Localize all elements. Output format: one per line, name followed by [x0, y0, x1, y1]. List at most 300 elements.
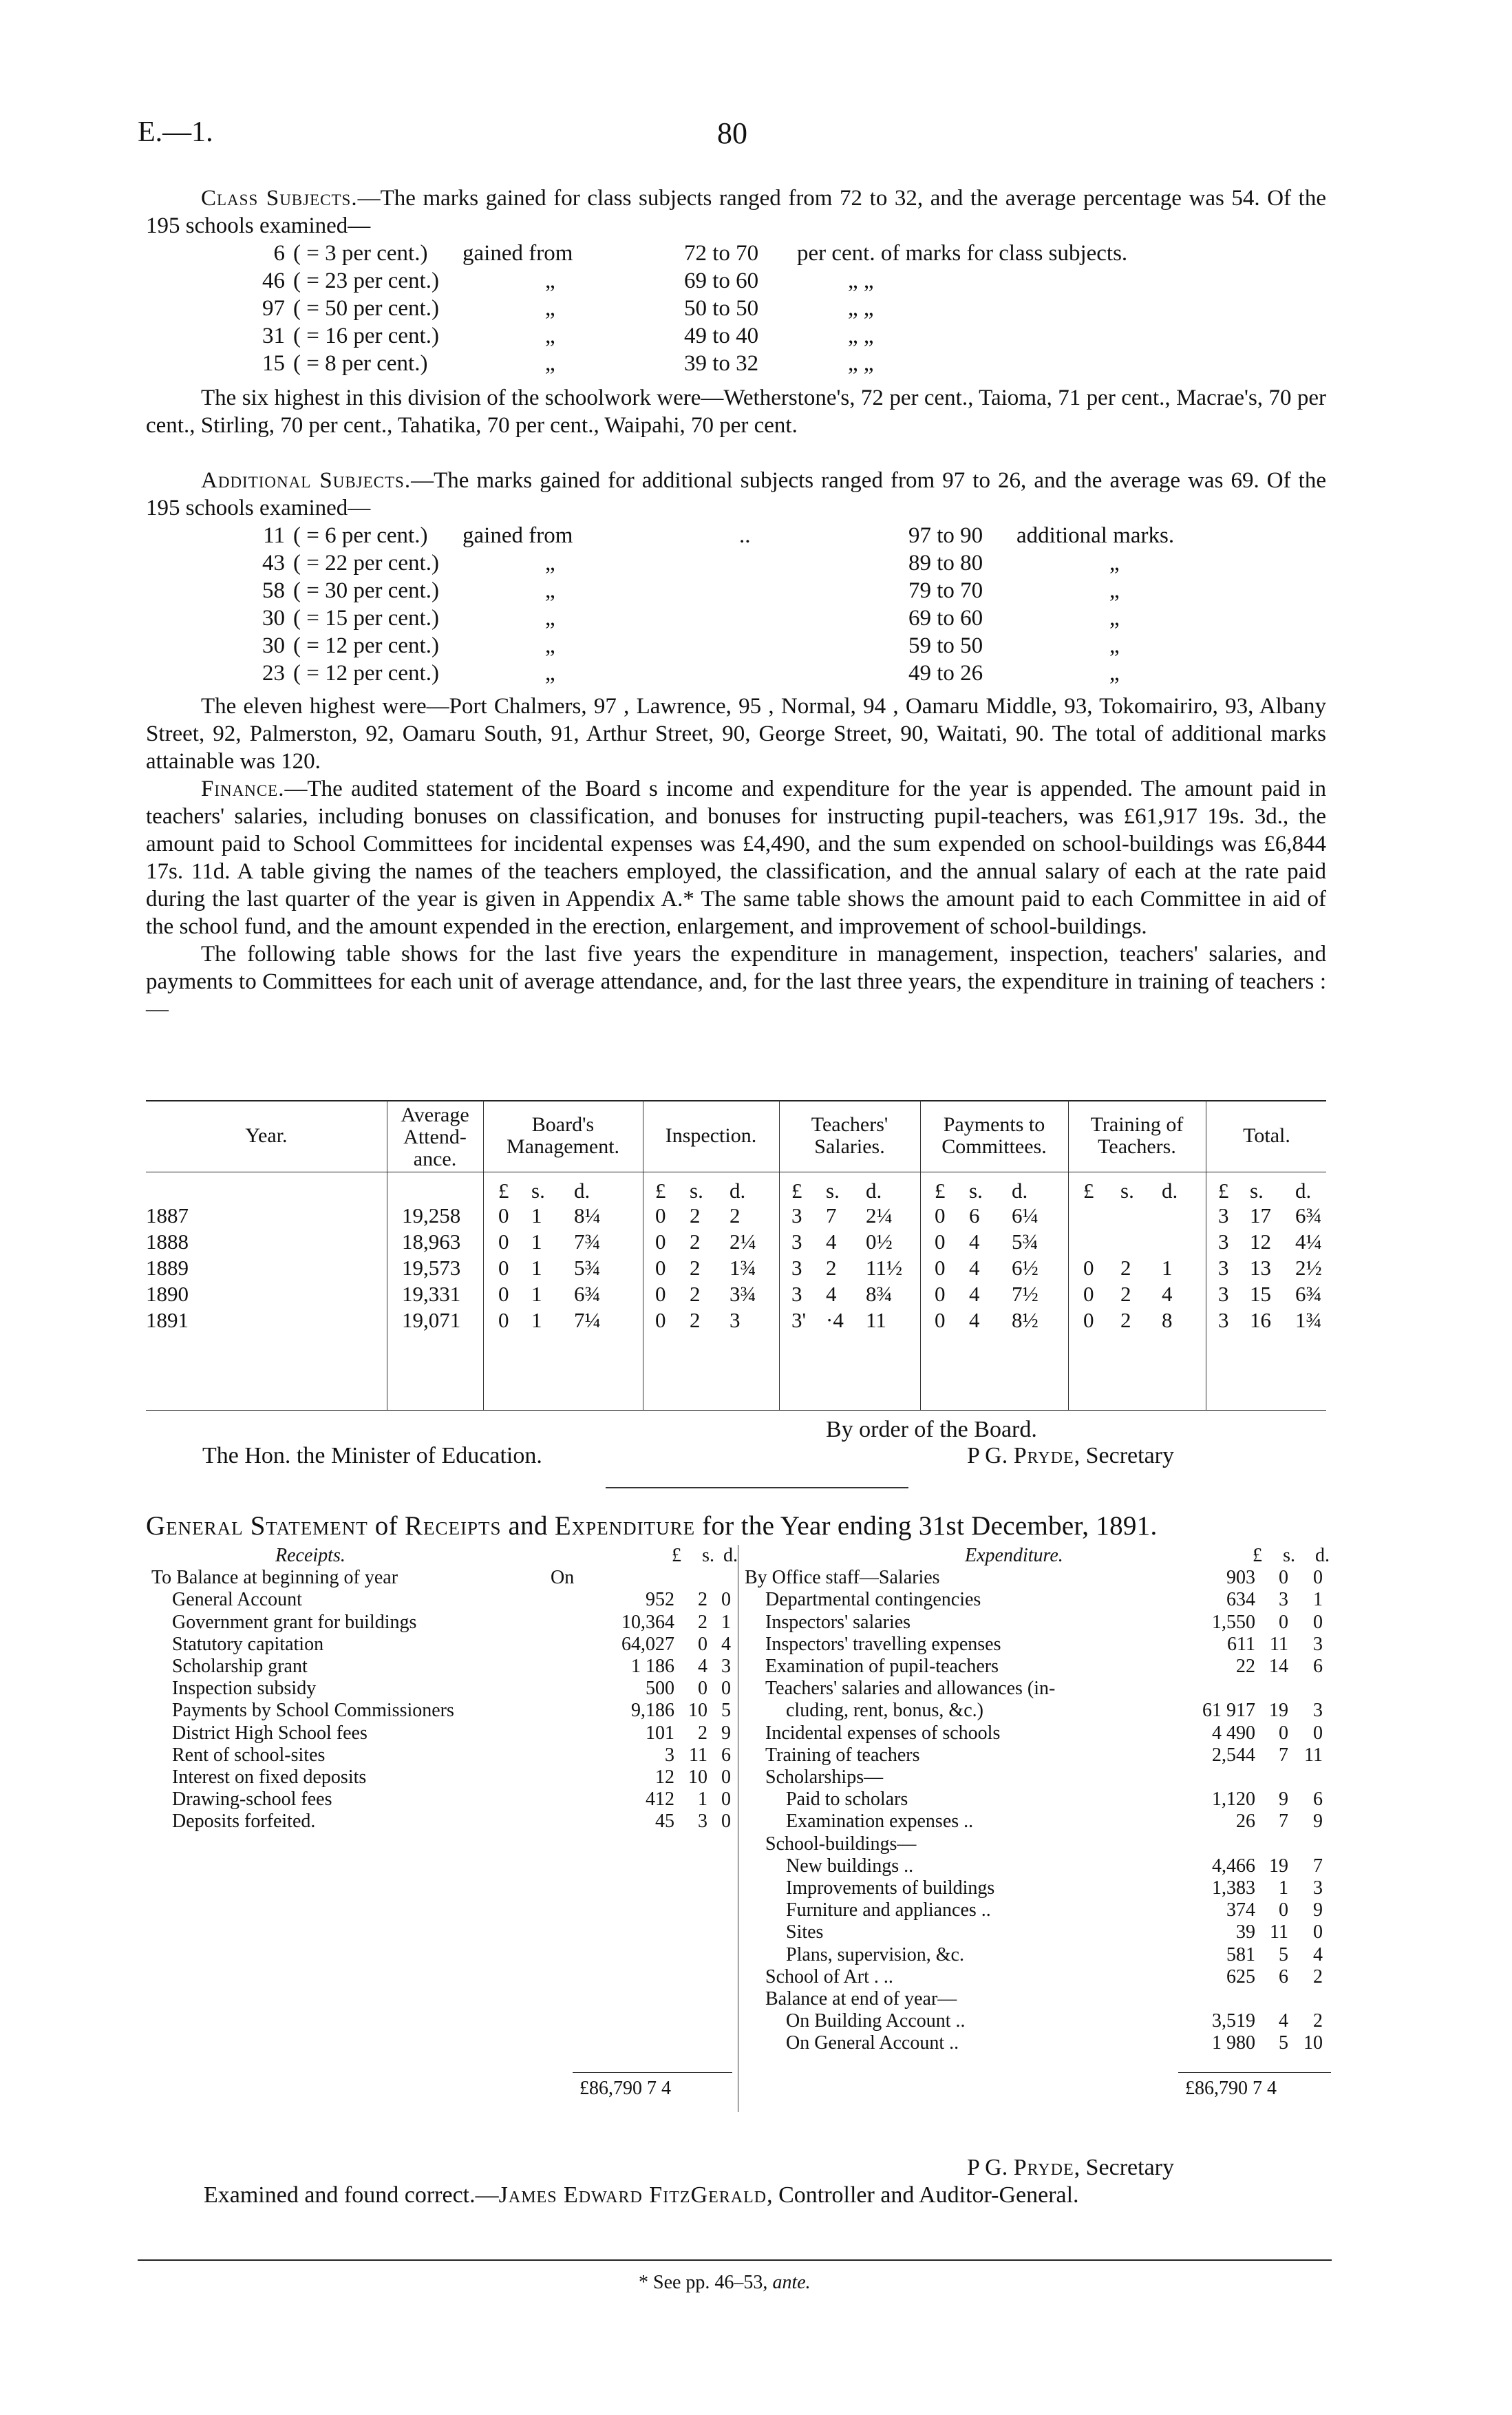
row-percent: ( = 23 per cent.) [293, 268, 439, 293]
attendance-cell: 19,331 [402, 1282, 461, 1306]
inspection-cell: 0 [655, 1256, 666, 1280]
expenditure-item-pounds: 22 [1236, 1656, 1255, 1677]
expenditure-item-pence: 3 [1313, 1633, 1323, 1655]
row-dots: .. [739, 523, 751, 548]
row-percent: ( = 8 per cent.) [293, 351, 428, 376]
row-percent: ( = 15 per cent.) [293, 606, 439, 631]
expenditure-item-pounds: 3,519 [1212, 2010, 1255, 2032]
additional-subjects-heading: Additional Subjects. [201, 468, 412, 493]
total-cell: 3 [1218, 1308, 1229, 1332]
row-range: 39 to 32 [684, 351, 759, 376]
inspection-cell: 0 [655, 1203, 666, 1227]
training-cell: 0 [1083, 1256, 1094, 1280]
total-cell: 3 [1218, 1282, 1229, 1306]
row-percent: ( = 6 per cent.) [293, 523, 428, 548]
receipts-item-pence: 6 [721, 1744, 731, 1766]
expenditure-item-pence: 2 [1313, 1965, 1323, 1987]
expenditure-item-shillings: 5 [1279, 2032, 1288, 2054]
unit-shilling-total: s. [1250, 1179, 1264, 1203]
footnote-rule [138, 2259, 1332, 2261]
expenditure-item-pounds: 634 [1226, 1589, 1255, 1611]
total-cell: 6¾ [1295, 1282, 1322, 1306]
expenditure-item-pounds: 1,550 [1212, 1611, 1255, 1633]
row-percent: ( = 12 per cent.) [293, 661, 439, 686]
additional-subject-row [256, 660, 1288, 687]
management-cell: 1 [531, 1256, 542, 1280]
receipts-item-pence: 0 [721, 1789, 731, 1811]
unit-pound-salaries: £ [791, 1179, 802, 1203]
row-gained: „ [545, 633, 555, 658]
expenditure-item-label: Examination of pupil-teachers [765, 1656, 999, 1677]
page-number: 80 [717, 116, 747, 150]
row-percent: ( = 22 per cent.) [293, 551, 439, 576]
expenditure-item-label: School of Art . .. [765, 1965, 893, 1987]
receipts-item-pounds: 3 [665, 1744, 674, 1766]
expenditure-item-shillings: 7 [1279, 1811, 1288, 1833]
expenditure-item-label: Balance at end of year— [765, 1988, 957, 2010]
class-subject-row [256, 240, 1288, 267]
receipts-item-pounds: 952 [646, 1589, 674, 1611]
additional-subjects-section [146, 467, 1326, 522]
row-percent: ( = 16 per cent.) [293, 324, 439, 348]
committees-cell: 4 [969, 1256, 980, 1280]
expenditure-unit-pence: d. [1315, 1545, 1330, 1566]
row-range: 49 to 40 [684, 324, 759, 348]
receipts-total: £86,790 7 4 [579, 2078, 671, 2099]
receipts-item-shillings: 10 [688, 1767, 707, 1788]
training-cell: 2 [1120, 1256, 1131, 1280]
training-cell: 8 [1162, 1308, 1173, 1332]
receipts-item-pence: 9 [721, 1722, 731, 1744]
row-gained: „ [545, 578, 555, 603]
salaries-cell: 3' [791, 1308, 807, 1332]
header-attendance: Average Attend- ance. [401, 1104, 469, 1170]
attendance-cell: 18,963 [402, 1230, 461, 1254]
general-statement-title: General Statement of Receipts and Expenditure for the Year ending 31st December, 1891. [146, 1511, 1158, 1541]
addressee-line: The Hon. the Minister of Education. [202, 1443, 542, 1468]
total-cell: 17 [1250, 1203, 1271, 1227]
expenditure-item-pence: 3 [1313, 1877, 1323, 1899]
header-training: Training of Teachers. [1090, 1113, 1184, 1158]
management-cell: 5¾ [574, 1256, 601, 1280]
receipts-item-label: Drawing-school fees [172, 1789, 332, 1811]
management-cell: 7¼ [574, 1308, 601, 1332]
receipts-item-pounds: 412 [646, 1789, 674, 1811]
row-range: 69 to 60 [684, 268, 759, 293]
receipts-item-shillings: 0 [698, 1633, 707, 1655]
row-count: 15 [262, 351, 285, 376]
row-gained: „ [545, 324, 555, 348]
class-subject-row [256, 295, 1288, 322]
inspection-cell: 0 [655, 1308, 666, 1332]
unit-pound-committees: £ [935, 1179, 946, 1203]
salaries-cell: 3 [791, 1230, 802, 1254]
unit-pence-inspection: d. [730, 1179, 746, 1203]
management-cell: 7¾ [574, 1230, 601, 1254]
running-header-code: E.—1. [138, 116, 213, 148]
header-year: Year. [245, 1124, 288, 1147]
expenditure-item-label: Inspectors' travelling expenses [765, 1633, 1001, 1655]
row-tail: additional marks. [1016, 523, 1175, 548]
receipts-item-shillings: 2 [698, 1611, 707, 1633]
row-percent: ( = 30 per cent.) [293, 578, 439, 603]
row-percent: ( = 12 per cent.) [293, 633, 439, 658]
expenditure-item-shillings: 3 [1279, 1589, 1288, 1611]
expenditure-sum-rule [1178, 2072, 1331, 2073]
committees-cell: 7½ [1012, 1282, 1039, 1306]
management-cell: 0 [498, 1308, 509, 1332]
salaries-cell: 3 [791, 1203, 802, 1227]
management-cell: 0 [498, 1230, 509, 1254]
expenditure-item-shillings: 0 [1279, 1899, 1288, 1921]
receipts-unit-pence: d. [723, 1545, 738, 1566]
salaries-cell: 8¾ [866, 1282, 893, 1306]
row-tail: „ [1109, 606, 1120, 631]
training-cell: 4 [1162, 1282, 1173, 1306]
row-range: 69 to 60 [908, 606, 983, 631]
expenditure-item-label: Improvements of buildings [786, 1877, 995, 1899]
total-cell: 3 [1218, 1256, 1229, 1280]
committees-cell: 8½ [1012, 1308, 1039, 1332]
receipts-item-label: To Balance at beginning of year [151, 1567, 398, 1589]
row-gained: „ [545, 351, 555, 376]
committees-cell: 0 [935, 1308, 946, 1332]
row-count: 43 [262, 551, 285, 576]
receipts-item-pounds: 101 [646, 1722, 674, 1744]
expenditure-item-shillings: 0 [1279, 1611, 1288, 1633]
row-tail: „ „ [848, 351, 874, 376]
unit-shilling-training: s. [1120, 1179, 1134, 1203]
attendance-cell: 19,573 [402, 1256, 461, 1280]
class-subject-row [256, 350, 1288, 377]
expenditure-item-pounds: 1,383 [1212, 1877, 1255, 1899]
additional-subjects-intro: Additional Subjects.—The marks gained for additional subjects ranged from 97 to 26, and the average was 69. Of the 195 schools examined— [146, 468, 1326, 520]
receipts-unit-pound: £ [672, 1545, 681, 1566]
expenditure-item-label: Paid to scholars [786, 1789, 908, 1811]
row-range: 49 to 26 [908, 661, 983, 686]
row-percent: ( = 50 per cent.) [293, 296, 439, 321]
additional-subject-row [256, 522, 1288, 549]
expenditure-item-pence: 0 [1313, 1611, 1323, 1633]
receipts-item-label: Rent of school-sites [172, 1744, 326, 1766]
row-tail: „ [1109, 661, 1120, 686]
committees-cell: 0 [935, 1203, 946, 1227]
management-cell: 1 [531, 1230, 542, 1254]
unit-shilling-inspection: s. [690, 1179, 703, 1203]
receipts-item-shillings: 2 [698, 1589, 707, 1611]
salaries-cell: 3 [791, 1256, 802, 1280]
additional-subject-row [256, 604, 1288, 632]
class-subjects-highest: The six highest in this division of the schoolwork were—Wetherstone's, 72 per cent., Taioma, 71 per cent., Macrae's, 70 per cent., Stirling, 70 per cent., Tahatika, 70 per cent., Waipahi, 70 per cent. [146, 386, 1326, 438]
row-tail: „ „ [848, 324, 874, 348]
committees-cell: 4 [969, 1230, 980, 1254]
receipts-item-label: Government grant for buildings [172, 1611, 417, 1633]
unit-pound-inspection: £ [655, 1179, 666, 1203]
expenditure-item-label: Sites [786, 1921, 824, 1943]
committees-cell: 0 [935, 1230, 946, 1254]
audit-line: Examined and found correct.—James Edward FitzGerald, Controller and Auditor-General. [204, 2182, 1079, 2208]
expenditure-item-pence: 0 [1313, 1722, 1323, 1744]
total-cell: 4¼ [1295, 1230, 1322, 1254]
row-gained: „ [545, 661, 555, 686]
header-salaries: Teachers' Salaries. [811, 1113, 888, 1158]
management-cell: 1 [531, 1203, 542, 1227]
total-cell: 12 [1250, 1230, 1271, 1254]
receipts-item-pence: 0 [721, 1767, 731, 1788]
receipts-item-pounds: 1 186 [631, 1656, 674, 1677]
expenditure-item-label: Furniture and appliances .. [786, 1899, 991, 1921]
receipts-item-label: Payments by School Commissioners [172, 1700, 454, 1722]
receipts-item-label: Interest on fixed deposits [172, 1767, 367, 1788]
receipts-item-label: Deposits forfeited. [172, 1811, 316, 1833]
salaries-cell: 2¼ [866, 1203, 893, 1227]
receipts-item-label: General Account [172, 1589, 302, 1611]
row-tail: „ [1109, 633, 1120, 658]
expenditure-item-pounds: 4 490 [1212, 1722, 1255, 1744]
row-count: 11 [263, 523, 285, 548]
receipts-item-label: Inspection subsidy [172, 1678, 317, 1700]
expenditure-item-shillings: 1 [1279, 1877, 1288, 1899]
expenditure-item-pounds: 4,466 [1212, 1855, 1255, 1877]
expenditure-item-pence: 9 [1313, 1899, 1323, 1921]
attendance-cell: 19,071 [402, 1308, 461, 1332]
finance-heading: Finance. [201, 777, 285, 801]
footnote: * See pp. 46–53, ante. [639, 2272, 811, 2293]
header-total: Total. [1243, 1124, 1290, 1147]
unit-shilling-committees: s. [969, 1179, 983, 1203]
table-bottom-rule [146, 1410, 1326, 1411]
receipts-item-label: Scholarship grant [172, 1656, 308, 1677]
expenditure-item-shillings: 0 [1279, 1722, 1288, 1744]
total-cell: 13 [1250, 1256, 1271, 1280]
unit-pence-training: d. [1162, 1179, 1178, 1203]
row-count: 30 [262, 606, 285, 631]
expenditure-item-shillings: 14 [1269, 1656, 1288, 1677]
row-range: 97 to 90 [908, 523, 983, 548]
receipts-unit-shilling: s. [702, 1545, 714, 1566]
receipts-item-label: District High School fees [172, 1722, 368, 1744]
inspection-cell: 3 [730, 1308, 741, 1332]
year-cell: 1887 [146, 1203, 189, 1227]
management-cell: 1 [531, 1282, 542, 1306]
expenditure-item-shillings: 11 [1270, 1921, 1288, 1943]
row-gained: „ [545, 551, 555, 576]
row-gained: „ [545, 606, 555, 631]
expenditure-item-pence: 0 [1313, 1567, 1323, 1589]
salaries-cell: ·4 [826, 1308, 844, 1332]
total-cell: 2½ [1295, 1256, 1322, 1280]
unit-pound-training: £ [1083, 1179, 1094, 1203]
expenditure-item-label: Examination expenses .. [786, 1811, 974, 1833]
receipts-item-pence: 0 [721, 1589, 731, 1611]
training-cell: 0 [1083, 1282, 1094, 1306]
expenditure-unit-pound: £ [1253, 1545, 1262, 1566]
receipts-item-pounds: 64,027 [621, 1633, 674, 1655]
row-gained: „ [545, 296, 555, 321]
unit-pence-committees: d. [1012, 1179, 1028, 1203]
unit-pence-management: d. [574, 1179, 590, 1203]
committees-cell: 0 [935, 1256, 946, 1280]
expenditure-item-pence: 9 [1313, 1811, 1323, 1833]
class-subject-row [256, 322, 1288, 350]
expenditure-item-shillings: 11 [1270, 1633, 1288, 1655]
additional-subject-row [256, 577, 1288, 604]
expenditure-item-pounds: 625 [1226, 1965, 1255, 1987]
receipts-item-pence: 0 [721, 1678, 731, 1700]
total-cell: 1¾ [1295, 1308, 1322, 1332]
row-count: 97 [262, 296, 285, 321]
receipts-item-pounds: 45 [655, 1811, 674, 1833]
by-order-line: By order of the Board. [826, 1417, 1037, 1442]
receipts-item-shillings: 2 [698, 1722, 707, 1744]
unit-pound-management: £ [498, 1179, 509, 1203]
inspection-cell: 3¾ [730, 1282, 756, 1306]
row-gained: „ [545, 268, 555, 293]
row-range: 50 to 50 [684, 296, 759, 321]
salaries-cell: 2 [826, 1256, 837, 1280]
inspection-cell: 2 [690, 1203, 701, 1227]
management-cell: 1 [531, 1308, 542, 1332]
expenditure-item-shillings: 0 [1279, 1567, 1288, 1589]
expenditure-item-label: Plans, supervision, &c. [786, 1943, 964, 1965]
additional-subjects-highest: The eleven highest were—Port Chalmers, 97 , Lawrence, 95 , Normal, 94 , Oamaru Middle, 93, Tokomairiro, 93, Albany Street, 92, Palmerston, 92, Oamaru South, 91, Arthur Street, 90, George Street, 90, Waitati, 90. The total of additional marks attainable was 120. [146, 694, 1326, 774]
expenditure-item-pounds: 1 980 [1212, 2032, 1255, 2054]
receipts-sum-rule [573, 2072, 732, 2073]
expenditure-item-label: Training of teachers [765, 1744, 920, 1766]
year-cell: 1891 [146, 1308, 189, 1332]
salaries-cell: 4 [826, 1230, 837, 1254]
row-tail: per cent. of marks for class subjects. [797, 241, 1128, 266]
inspection-cell: 2 [690, 1282, 701, 1306]
additional-subject-row [256, 632, 1288, 660]
expenditure-item-pence: 6 [1313, 1656, 1323, 1677]
expenditure-item-pence: 10 [1303, 2032, 1323, 2054]
header-inspection: Inspection. [665, 1124, 757, 1147]
committees-cell: 6 [969, 1203, 980, 1227]
expenditure-item-pence: 0 [1313, 1921, 1323, 1943]
expenditure-item-pounds: 903 [1226, 1567, 1255, 1589]
row-tail: „ „ [848, 296, 874, 321]
expenditure-item-pounds: 26 [1236, 1811, 1255, 1833]
expenditure-item-pence: 7 [1313, 1855, 1323, 1877]
additional-subject-row [256, 549, 1288, 577]
class-subjects-section [146, 184, 1326, 240]
row-count: 31 [262, 324, 285, 348]
expenditure-item-pounds: 611 [1227, 1633, 1255, 1655]
expenditure-item-pence: 1 [1313, 1589, 1323, 1611]
unit-shilling-salaries: s. [826, 1179, 840, 1203]
expenditure-item-label: On Building Account .. [786, 2010, 966, 2032]
header-management: Board's Management. [506, 1113, 620, 1158]
salaries-cell: 11½ [866, 1256, 903, 1280]
row-range: 89 to 80 [908, 551, 983, 576]
expenditure-item-label: Teachers' salaries and allowances (in- [765, 1678, 1056, 1700]
expenditure-item-pounds: 2,544 [1212, 1744, 1255, 1766]
row-tail: „ [1109, 578, 1120, 603]
training-cell: 2 [1120, 1308, 1131, 1332]
inspection-cell: 0 [655, 1282, 666, 1306]
committees-cell: 4 [969, 1308, 980, 1332]
receipts-item-pence: 0 [721, 1811, 731, 1833]
receipts-item-pounds: 12 [655, 1767, 674, 1788]
row-range: 72 to 70 [684, 241, 759, 266]
salaries-cell: 7 [826, 1203, 837, 1227]
receipts-item-pounds: 500 [646, 1678, 674, 1700]
committees-cell: 6¼ [1012, 1203, 1039, 1227]
finance-section [146, 775, 1326, 1023]
following-table-paragraph: The following table shows for the last five years the expenditure in management, inspection, teachers' salaries, and payments to Committees for each unit of average attendance, and, for the last three years, the expenditure in training of teachers :— [146, 942, 1326, 1022]
management-cell: 6¾ [574, 1282, 601, 1306]
inspection-cell: 2 [690, 1308, 701, 1332]
receipts-item-pounds: 9,186 [631, 1700, 674, 1722]
receipts-item-shillings: 11 [689, 1744, 707, 1766]
salaries-cell: 3 [791, 1282, 802, 1306]
committees-cell: 5¾ [1012, 1230, 1039, 1254]
total-cell: 16 [1250, 1308, 1271, 1332]
receipts-item-pence: 1 [721, 1611, 731, 1633]
class-subjects-intro: Class Subjects.—The marks gained for class subjects ranged from 72 to 32, and the average percentage was 54. Of the 195 schools examined— [146, 186, 1326, 238]
expenditure-item-pounds: 374 [1226, 1899, 1255, 1921]
committees-cell: 4 [969, 1282, 980, 1306]
row-count: 23 [262, 661, 285, 686]
receipts-item-pence: 3 [721, 1656, 731, 1677]
secretary-signature-2: P G. Pryde, Secretary [967, 2155, 1174, 2180]
expenditure-item-shillings: 19 [1269, 1700, 1288, 1722]
header-committees: Payments to Committees. [941, 1113, 1047, 1158]
total-cell: 3 [1218, 1203, 1229, 1227]
receipts-item-extra: On [551, 1567, 575, 1589]
training-cell: 0 [1083, 1308, 1094, 1332]
expenditure-item-pence: 4 [1313, 1943, 1323, 1965]
expenditure-item-shillings: 5 [1279, 1943, 1288, 1965]
expenditure-item-label: On General Account .. [786, 2032, 959, 2054]
year-cell: 1889 [146, 1256, 189, 1280]
class-subject-row [256, 267, 1288, 295]
expenditure-item-pence: 6 [1313, 1789, 1323, 1811]
expenditure-item-pounds: 1,120 [1212, 1789, 1255, 1811]
inspection-cell: 1¾ [730, 1256, 756, 1280]
expenditure-item-pounds: 39 [1236, 1921, 1255, 1943]
receipts-item-shillings: 0 [698, 1678, 707, 1700]
row-range: 79 to 70 [908, 578, 983, 603]
receipts-item-pence: 5 [721, 1700, 731, 1722]
expenditure-item-shillings: 6 [1279, 1965, 1288, 1987]
row-tail: „ [1109, 551, 1120, 576]
inspection-cell: 2 [690, 1230, 701, 1254]
management-cell: 0 [498, 1203, 509, 1227]
section-divider [606, 1487, 908, 1488]
unit-pence-total: d. [1295, 1179, 1312, 1203]
salaries-cell: 4 [826, 1282, 837, 1306]
row-gained: gained from [462, 241, 573, 266]
expenditure-item-label: Departmental contingencies [765, 1589, 981, 1611]
secretary-signature-1: P G. Pryde, Secretary [967, 1443, 1174, 1468]
total-cell: 6¾ [1295, 1203, 1322, 1227]
receipts-item-pence: 4 [721, 1633, 731, 1655]
row-gained: gained from [462, 523, 573, 548]
training-cell: 2 [1120, 1282, 1131, 1306]
receipts-item-pounds: 10,364 [621, 1611, 674, 1633]
row-count: 46 [262, 268, 285, 293]
committees-cell: 0 [935, 1282, 946, 1306]
row-count: 30 [262, 633, 285, 658]
receipts-item-label: Statutory capitation [172, 1633, 324, 1655]
year-cell: 1888 [146, 1230, 189, 1254]
expenditure-item-label: Scholarships— [765, 1767, 884, 1788]
inspection-cell: 2 [730, 1203, 741, 1227]
salaries-cell: 11 [866, 1308, 886, 1332]
row-range: 59 to 50 [908, 633, 983, 658]
